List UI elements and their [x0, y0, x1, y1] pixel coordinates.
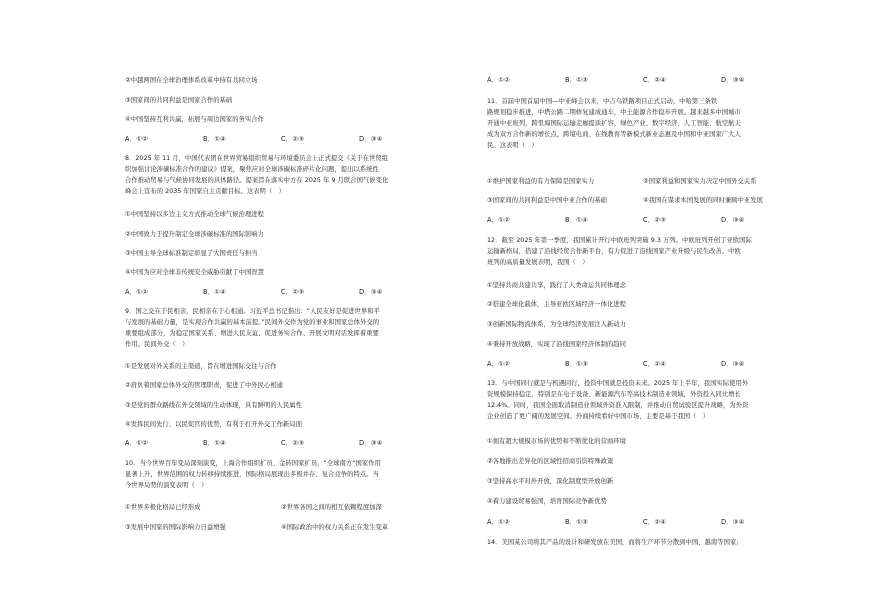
question-8-text: 合作推动贸易与气候协同发展的具体路径。提案旨在落实中方在 2025 年 9 月联合国气候变化: [125, 177, 389, 184]
question-8-text: 8．2025 年 11 月，中国代表团在世界贸易组织贸易与环境委员会上正式提交《关于在世贸组: [125, 155, 389, 162]
question-9-text: 重要组成部分，为稳定国家关系、增进人民友谊、促进务实合作、开展文明对话发挥着重要: [125, 330, 379, 337]
choice-a: A．①②: [487, 518, 510, 526]
question-11-text: 11．首届中国首届中国—中亚峰会以来，中吉乌铁路项目正式启动，中哈第三条铁: [487, 98, 718, 105]
option-line: ④秉持开放战略，实现了沿线国家经济体制的趋同: [487, 341, 626, 348]
choice-d: D．③④: [359, 439, 383, 447]
question-13-text: 资规模保持稳定，特别是在电子设备、新能源汽车等高技术制造业领域，外资投入同比增长: [487, 391, 741, 398]
option-line: ④中国为应对全球非传统安全威胁贡献了中国智慧: [125, 269, 264, 276]
choice-c: C．②④: [643, 76, 667, 84]
option-line: ④发挥民间先行、以民促官的优势，有利于打开外交工作新局面: [125, 421, 303, 428]
question-12-text: 班列的高质量发展表明，我国（ ）: [487, 259, 589, 266]
choice-a: A．①②: [125, 135, 148, 143]
choice-c: C．②③: [281, 135, 305, 143]
choice-b: B．①③: [565, 76, 588, 84]
choice-a: A．①②: [487, 360, 510, 368]
option-line: ②肩负着国家总体外交的管理职责，促进了中外民心相通: [125, 382, 284, 389]
question-14-text: 14．美国某公司将其产品的设计和研发放在美国，而将生产环节分散到中国、越南等国家；: [487, 539, 743, 546]
question-8-text: 织加强讨论涉碳标准合作的建议》提案，聚焦应对全球涉碳标准碎片化问题，提出以系统性: [125, 166, 379, 173]
choice-a: A．①②: [487, 216, 510, 224]
option-line: ②中国致力于提升制定全球涉碳标准的国际影响力: [125, 231, 264, 238]
option-line: ③国家间的共同利益是中国中亚合作的基础: [487, 197, 607, 204]
option-line: ①中国坚持以多边主义方式推动全球气候治理进程: [125, 211, 264, 218]
option-line: ③国家间的共同利益是国家合作的基础: [125, 97, 233, 104]
choice-a: A．①②: [125, 439, 148, 447]
question-10-text: 显著上升，世界范围的权力转移持续推进，国际格局展现出多极并存、复合竞争的特点。当: [125, 471, 379, 478]
option-line: ①坚持共商共建共享，践行了人类命运共同体理念: [487, 282, 626, 289]
option-line: ①世界多极化格局已经形成: [125, 504, 201, 511]
question-13-text: 企业创造了更广阔的发展空间。外商持续看好中国市场，主要是基于我国（ ）: [487, 413, 710, 420]
option-line: ①是发展对外关系的主渠道，旨在增进国际交往与合作: [125, 363, 277, 370]
question-11-text: 成为双方合作新的增长点，跨境电商、在线教育等新模式新业态惠及中国和中亚国家广大人: [487, 131, 741, 138]
option-line: ③发展中国家的国际影响力日益增强: [125, 524, 226, 531]
choice-b: B．①④: [203, 288, 226, 296]
question-9-text: 9．国之交在于民相亲，民相亲在于心相通。习近平总书记指出：“人民友好是促进世界和平: [125, 308, 380, 315]
choice-d: D．③④: [721, 216, 745, 224]
choice-d: D．③④: [721, 76, 745, 84]
option-line: ③创新国际物流体系，为全球经济发展注入新动力: [487, 321, 626, 328]
choice-a: A．①②: [487, 76, 510, 84]
choice-c: C．②④: [643, 360, 667, 368]
option-line: ④国际政治中的权力关系正在发生变革: [281, 524, 389, 531]
question-11-text: 路规划稳步推进，中塔公路二期修复建成通车，中土能源合作稳步开展。越来越多中国城市: [487, 109, 741, 116]
option-line: ①维护国家利益的有力保障是国家实力: [487, 178, 595, 185]
choice-c: C．②③: [281, 439, 305, 447]
option-line: ②搭建全球化载体，主导亚欧区域经济一体化进程: [487, 301, 626, 308]
choice-b: B．①④: [203, 439, 226, 447]
choice-d: D．③④: [359, 135, 383, 143]
question-11-text: 开通中亚班列，跨里海国际运输走廊提质扩容，绿色产业、数字经济、人工智能、航空航天: [487, 120, 741, 127]
option-line: ②中越两国在全球治理体系改革中持有共同立场: [125, 77, 258, 84]
choice-b: B．①③: [565, 518, 588, 526]
question-11-text: 民。这表明（ ）: [487, 142, 538, 149]
choice-b: B．①③: [565, 360, 588, 368]
option-line: ④我国在谋求本国发展的同时兼顾中亚发展: [643, 197, 763, 204]
choice-c: C．②③: [281, 288, 305, 296]
choice-d: D．③④: [721, 518, 745, 526]
question-10-text: 今世界局势的演变表明（ ）: [125, 482, 208, 489]
option-line: ③是党的群众路线在外交领域的生动体现，具有鲜明的人民属性: [125, 402, 303, 409]
question-13-text: 12.4%。同时，我国全面取消制造业领域外资准入限制，并推动自贸试验区提升战略，为外资: [487, 402, 749, 409]
question-8-text: 峰会上宣布的 2035 年国家自主贡献目标。这表明（ ）: [125, 188, 285, 195]
option-line: ②国家利益和国家实力决定中国外交关系: [643, 178, 757, 185]
option-line: ④着力建设贸易强国，培育国际竞争新优势: [487, 498, 607, 505]
choice-c: C．②③: [643, 216, 667, 224]
question-12-text: 运输新格局，搭建了沿线经贸合作新平台，有力促进了沿线国家产业升级与民生改善。中欧: [487, 248, 741, 255]
choice-a: A．①②: [125, 288, 148, 296]
question-9-text: 作用。民间外交（ ）: [125, 341, 189, 348]
choice-c: C．②④: [643, 518, 667, 526]
question-9-text: 与发展的基础力量，是实现合作共赢的基本前提。”民间外交作为党的事业和国家总体外交的: [125, 319, 380, 326]
choice-d: D．③④: [721, 360, 745, 368]
choice-b: B．①④: [565, 216, 588, 224]
option-line: ③中国主导全球标准制定彰显了大国责任与担当: [125, 250, 258, 257]
choice-b: B．①④: [203, 135, 226, 143]
option-line: ②世界各国之间的相互依赖程度加深: [281, 504, 382, 511]
question-10-text: 10．当今世界百年变局深刻演变，上海合作组织扩员、金砖国家扩员，“全球南方”国家作用: [125, 460, 381, 467]
option-line: ①拥有超大规模市场的优势和不断优化的营商环境: [487, 438, 626, 445]
choice-d: D．③④: [359, 288, 383, 296]
option-line: ④中国坚持互利共赢，拓展与周边国家的务实合作: [125, 116, 264, 123]
question-13-text: 13．与中国同行就是与机遇同行，投资中国就是投资未来。2025 年上半年，我国实际使用外: [487, 380, 749, 387]
option-line: ②各地推出差异化的区域性招商引资特殊政策: [487, 458, 614, 465]
question-12-text: 12．截至 2025 年第一季度，我国累计开行中欧班列突破 9.3 万列。中欧班列开创了亚欧国际: [487, 237, 752, 244]
option-line: ③坚持高水平对外开放，深化制度型开放创新: [487, 478, 614, 485]
